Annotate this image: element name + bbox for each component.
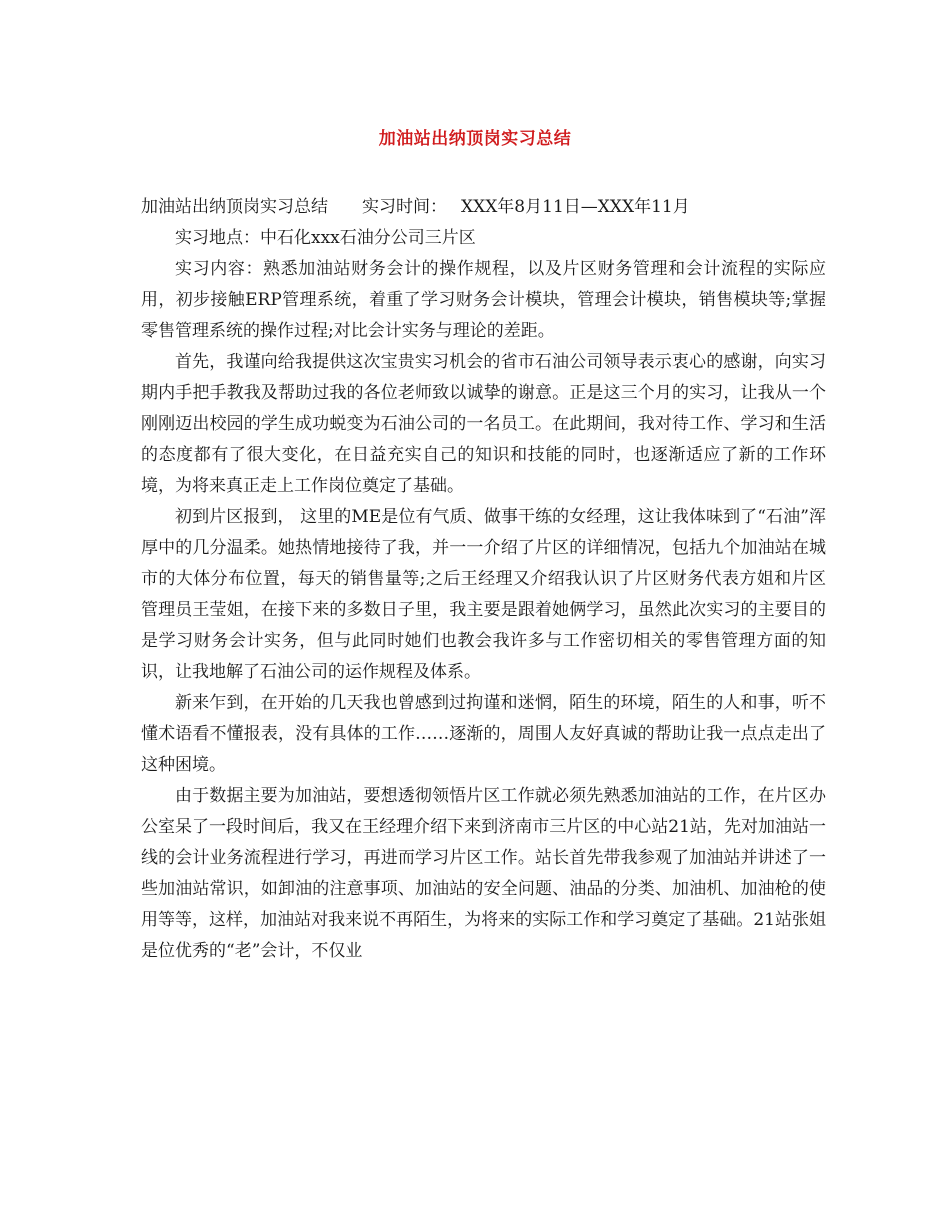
paragraph-content: 实习内容：熟悉加油站财务会计的操作规程，以及片区财务管理和会计流程的实际应用，初步接触ERP管理系统，着重了学习财务会计模块，管理会计模块，销售模块等;掌握零售管理系统的操作过程;对比会计实务与理论的差距。 <box>141 259 826 341</box>
internship-time-label: 实习时间： <box>362 197 447 217</box>
paragraph-arrival: 初到片区报到， 这里的ME是位有气质、做事干练的女经理，这让我体味到了“石油”浑厚中的几分温柔。她热情地接待了我，并一一介绍了片区的详细情况，包括九个加油站在城市的大体分布位置，每天的销售量等;之后王经理又介绍我认识了片区财务代表方姐和片区管理员王莹姐，在接下来的多数日子里，我主要是跟着她俩学习，虽然此次实习的主要目的是学习财务会计实务，但与此同时她们也教会我许多与工作密切相关的零售管理方面的知识，让我地解了石油公司的运作规程及体系。 <box>141 507 826 682</box>
paragraph-gas-station: 由于数据主要为加油站，要想透彻领悟片区工作就必须先熟悉加油站的工作，在片区办公室呆了一段时间后，我又在王经理介绍下来到济南市三片区的中心站21站，先对加油站一线的会计业务流程进行学习，再进而学习片区工作。站长首先带我参观了加油站并讲述了一些加油站常识，如卸油的注意事项、加油站的安全问题、油品的分类、加油机、加油枪的使用等等，这样，加油站对我来说不再陌生，为将来的实际工作和学习奠定了基础。21站张姐是位优秀的“老”会计，不仅业 <box>141 786 826 961</box>
document-body <box>141 192 826 967</box>
document-title: 加油站出纳顶岗实习总结 <box>378 129 572 149</box>
header-line <box>141 192 826 223</box>
paragraph-gratitude: 首先，我谨向给我提供这次宝贵实习机会的省市石油公司领导表示衷心的感谢，向实习期内手把手教我及帮助过我的各位老师致以诚挚的谢意。正是这三个月的实习，让我从一个刚刚迈出校园的学生成功蜕变为石油公司的一名员工。在此期间，我对待工作、学习和生活的态度都有了很大变化，在日益充实自己的知识和技能的同时，也逐渐适应了新的工作环境，为将来真正走上工作岗位奠定了基础。 <box>141 352 826 496</box>
internship-time-value: XXX年8月11日—XXX年11月 <box>461 197 690 217</box>
paragraph-location: 实习地点：中石化xxx石油分公司三片区 <box>175 228 476 248</box>
header-label: 加油站出纳顶岗实习总结 <box>141 197 328 217</box>
paragraph-adjustment: 新来乍到，在开始的几天我也曾感到过拘谨和迷惘，陌生的环境，陌生的人和事，听不懂术语看不懂报表，没有具体的工作……逐渐的，周围人友好真诚的帮助让我一点点走出了这种困境。 <box>141 693 826 775</box>
